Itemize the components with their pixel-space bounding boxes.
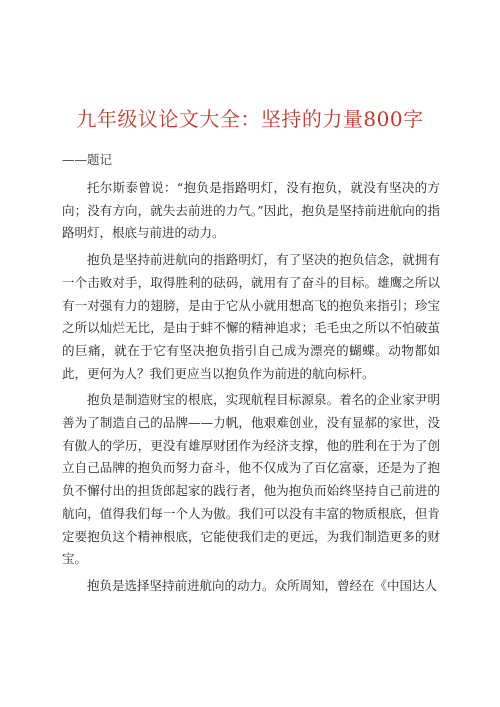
document-title: 九年级议论文大全：坚持的力量800字 [76, 107, 424, 131]
paragraph-4: 抱负是选择坚持前进航向的动力。众所周知，曾经在《中国达人 [87, 577, 438, 593]
document-subtitle: ——题记 [62, 152, 113, 167]
document-body [62, 177, 440, 602]
paragraph-2: 抱负是坚持前进航向的指路明灯，有了坚决的抱负信念，就拥有一个击败对手，取得胜利的砝码，就用有了奋斗的目标。雄鹰之所以有一对强有力的翅膀，是由于它从小就用想高飞的抱负来指引；珍宝之所以灿烂无比，是由于蚌不懈的精神追求；毛毛虫之所以不怕破茧的巨痛，就在于它有坚决抱负指引自己成为漂亮的蝴蝶。动物都如此，更何为人？我们更应当以抱负作为前进的航向标杆。 [62, 252, 440, 381]
paragraph-1: 托尔斯泰曾说：“抱负是指路明灯，没有抱负，就没有坚决的方向；没有方向，就失去前进的力气。”因此，抱负是坚持前进航向的指路明灯，根底与前进的动力。 [62, 180, 440, 241]
paragraph-3: 抱负是制造财宝的根底，实现航程目标源泉。着名的企业家尹明善为了制造自己的品牌——力帆，他艰难创业，没有显郝的家世，没有傲人的学历，更没有雄厚财团作为经济支撑，他的胜利在于为了创立自己品牌的抱负而努力奋斗，他不仅成为了百亿富豪，还是为了抱负不懈付出的担货郎起家的践行者，他为抱负而始终坚持自己前进的航向，值得我们每一个人为傲。我们可以没有丰富的物质根底，但肯定要抱负这个精神根底，它能使我们走的更远，为我们制造更多的财宝。 [62, 392, 440, 567]
